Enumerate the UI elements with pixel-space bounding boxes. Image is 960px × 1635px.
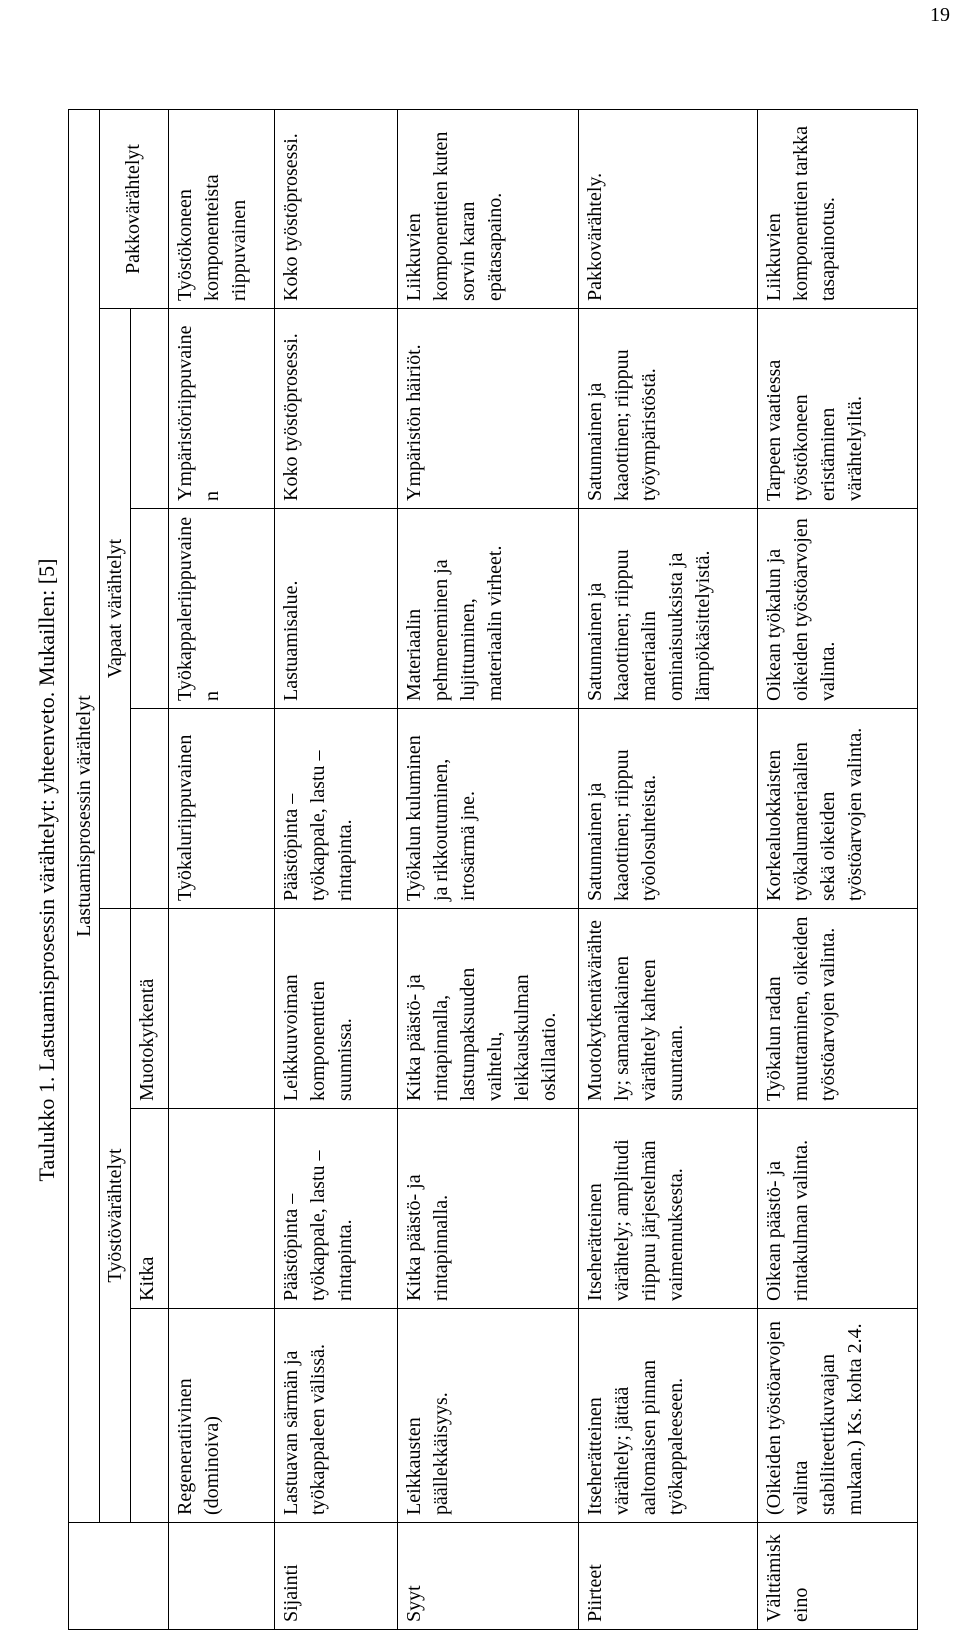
header-top-cell: Lastuamisprosessin värähtelyt xyxy=(69,110,100,1523)
header-row-top xyxy=(69,110,100,1630)
table-cell: Oikean työkalun ja oikeiden työstöarvojen valinta. xyxy=(758,509,918,709)
header-subcol-empty xyxy=(131,309,169,509)
table-container xyxy=(28,110,918,1630)
table-cell: Korkealuokkaisten työkalumateriaalien sekä oikeiden työstöarvojen valinta. xyxy=(758,709,918,909)
row-label: Syyt xyxy=(398,1523,579,1630)
table-cell: Päästöpinta – työkappale, lastu – rintapinta. xyxy=(274,1109,397,1309)
table-cell: Työkalun kuluminen ja rikkoutuminen, irtosärmä jne. xyxy=(398,709,579,909)
header-subcol-kitka: Kitka xyxy=(131,1109,169,1309)
table-cell: Leikkuuvoiman komponenttien suunnissa. xyxy=(274,909,397,1109)
header-group-pakkovarahtelyt: Pakkovärähtelyt xyxy=(100,110,169,309)
header-subcol-empty xyxy=(131,1309,169,1523)
table-cell: (Oikeiden työstöarvojen valinta stabiliteettikuvaajan mukaan.) Ks. kohta 2.4. xyxy=(758,1309,918,1523)
table-cell: Liikkuvien komponenttien tarkka tasapainotus. xyxy=(758,110,918,309)
table-row-piirteet xyxy=(579,110,758,1630)
header-group-tyostovarahtelyt: Työstövärähtelyt xyxy=(100,909,131,1523)
table-cell: Ympäristön häiriöt. xyxy=(398,309,579,509)
header-group-vapaat-varahtelyt: Vapaat värähtelyt xyxy=(100,309,131,909)
table-cell: Päästöpinta – työkappale, lastu – rintapinta. xyxy=(274,709,397,909)
table-caption: Taulukko 1. Lastuamisprosessin värähtelyt: yhteenveto. Mukaillen: [5] xyxy=(34,558,59,1182)
table-cell: Liikkuvien komponenttien kuten sorvin karan epätasapaino. xyxy=(398,110,579,309)
header-subcol-empty xyxy=(131,509,169,709)
table-cell: Koko työstöprosessi. xyxy=(274,110,397,309)
table-cell xyxy=(168,909,274,1109)
table-cell: Kitka päästö- ja rintapinnalla, lastunpaksuuden vaihtelu, leikkauskulman oskillaatio. xyxy=(398,909,579,1109)
table-row-syyt xyxy=(398,110,579,1630)
table-cell: Lastuamisalue. xyxy=(274,509,397,709)
table-cell: Satunnainen ja kaaottinen; riippuu työympäristöstä. xyxy=(579,309,758,509)
row-label: Sijainti xyxy=(274,1523,397,1630)
row-label: Piirteet xyxy=(579,1523,758,1630)
table-cell: Koko työstöprosessi. xyxy=(274,309,397,509)
row-label: Välttämiskeino xyxy=(758,1523,918,1630)
rotated-table-area xyxy=(28,110,918,1630)
table-cell: Pakkovärähtely. xyxy=(579,110,758,309)
table-cell: Lastuavan särmän ja työkappaleen välissä. xyxy=(274,1309,397,1523)
table-cell: Satunnainen ja kaaottinen; riippuu materiaalin ominaisuuksista ja lämpökäsittelyistä. xyxy=(579,509,758,709)
table-cell: Tarpeen vaatiessa työstökoneen eristäminen värähtelyiltä. xyxy=(758,309,918,509)
table-cell: Työkaluriippuvainen xyxy=(168,709,274,909)
table-cell: Oikean päästö- ja rintakulman valinta. xyxy=(758,1109,918,1309)
table-cell: Regeneratiivinen (dominoiva) xyxy=(168,1309,274,1523)
page-number: 19 xyxy=(930,4,950,26)
table-cell: Työkappaleriippuvainen xyxy=(168,509,274,709)
table-cell xyxy=(168,1109,274,1309)
table-cell: Ympäristöriippuvainen xyxy=(168,309,274,509)
table-cell: Itseherätteinen värähtely; jättää aaltomaisen pinnan työkappaleeseen. xyxy=(579,1309,758,1523)
table-cell: Työstökoneen komponenteista riippuvainen xyxy=(168,110,274,309)
table-cell: Itseherätteinen värähtely; amplitudi riippuu järjestelmän vaimennuksesta. xyxy=(579,1109,758,1309)
table-cell: Työkalun radan muuttaminen, oikeiden työstöarvojen valinta. xyxy=(758,909,918,1109)
table-row-sijainti xyxy=(274,110,397,1630)
table-cell: Kitka päästö- ja rintapinnalla. xyxy=(398,1109,579,1309)
table-cell: Materiaalin pehmeneminen ja lujittuminen, materiaalin virheet. xyxy=(398,509,579,709)
row-label xyxy=(168,1523,274,1630)
vibration-summary-table xyxy=(68,109,918,1630)
header-subcol-muotokytkenta: Muotokytkentä xyxy=(131,909,169,1109)
table-cell: Satunnainen ja kaaottinen; riippuu työolosuhteista. xyxy=(579,709,758,909)
header-row-subcols xyxy=(131,110,169,1630)
header-row-groups xyxy=(100,110,131,1630)
table-cell: Leikkausten päällekkäisyys. xyxy=(398,1309,579,1523)
table-cell: Muotokytkentävärähtely; samanaikainen värähtely kahteen suuntaan. xyxy=(579,909,758,1109)
table-row-types xyxy=(168,110,274,1630)
header-corner-cell xyxy=(69,1523,169,1630)
table-row-valttamiskeino xyxy=(758,110,918,1630)
header-subcol-empty xyxy=(131,709,169,909)
